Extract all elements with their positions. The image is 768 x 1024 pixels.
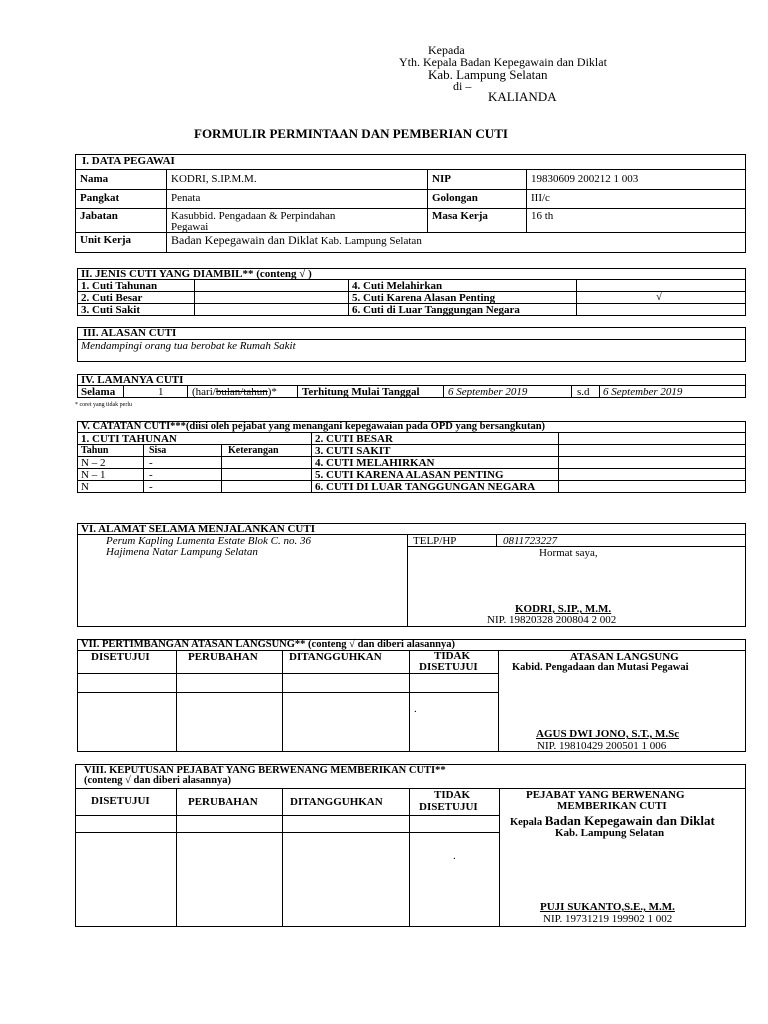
section6-heading: VI. ALAMAT SELAMA MENJALANKAN CUTI bbox=[81, 523, 315, 535]
golongan-label: Golongan bbox=[432, 192, 478, 204]
s7-col-tidak: TIDAK bbox=[434, 650, 471, 662]
s7-dot: . bbox=[414, 703, 417, 715]
nama-label: Nama bbox=[80, 173, 109, 185]
section1-heading: I. DATA PEGAWAI bbox=[82, 155, 175, 167]
atasan-nip: NIP. 19810429 200501 1 006 bbox=[537, 740, 667, 752]
pangkat-label: Pangkat bbox=[80, 192, 120, 204]
tanggal-mulai: 6 September 2019 bbox=[448, 386, 528, 398]
row-n1: N – 1 bbox=[81, 469, 106, 481]
nama-value: KODRI, S.IP.M.M. bbox=[171, 173, 257, 185]
col-keterangan: Keterangan bbox=[228, 445, 279, 456]
sisa-n: - bbox=[149, 481, 153, 493]
row-n: N bbox=[81, 481, 89, 493]
s8-col-ditangguhkan: DITANGGUHKAN bbox=[290, 796, 383, 808]
golongan-value: III/c bbox=[531, 192, 550, 204]
s7-col-ditangguhkan: DITANGGUHKAN bbox=[289, 651, 382, 663]
nip-value: 19830609 200212 1 003 bbox=[531, 173, 639, 185]
jabatan-value-line2: Pegawai bbox=[171, 221, 209, 233]
cuti-tahunan: 1. Cuti Tahunan bbox=[81, 280, 158, 292]
jabatan-value-line1: Kasubbid. Pengadaan & Perpindahan bbox=[171, 210, 336, 222]
sisa-n1: - bbox=[149, 469, 153, 481]
masakerja-value: 16 th bbox=[531, 210, 554, 222]
s7-col-perubahan: PERUBAHAN bbox=[188, 651, 258, 663]
pangkat-value: Penata bbox=[171, 192, 201, 204]
s8-dot: . bbox=[453, 850, 456, 862]
pejabat-title-line1: PEJABAT YANG BERWENANG bbox=[526, 789, 685, 801]
tanggal-selesai: 6 September 2019 bbox=[603, 386, 683, 398]
unit-label: Unit Kerja bbox=[80, 234, 132, 246]
s8-col-disetujui2: DISETUJUI bbox=[419, 801, 478, 813]
sisa-n2: - bbox=[149, 457, 153, 469]
pemohon-name: KODRI, S.IP., M.M. bbox=[515, 603, 612, 615]
jumlah-hari: 1 bbox=[158, 386, 164, 398]
satuan-lamanya: (hari/bulan/tahun)* bbox=[192, 386, 277, 398]
section3-heading: III. ALASAN CUTI bbox=[83, 327, 177, 339]
pejabat-nip: NIP. 19731219 199902 1 002 bbox=[543, 913, 673, 925]
address-kepada: Kepada bbox=[428, 43, 465, 57]
catatan-cuti-alasan-penting: 5. CUTI KARENA ALASAN PENTING bbox=[315, 469, 504, 481]
section8-heading2: (conteng √ dan diberi alasannya) bbox=[84, 775, 231, 786]
address-line3: di – bbox=[453, 79, 472, 93]
sd-label: s.d bbox=[577, 386, 590, 398]
alasan-value: Mendampingi orang tua berobat ke Rumah Sakit bbox=[81, 340, 296, 352]
cuti-luar-tanggungan: 6. Cuti di Luar Tanggungan Negara bbox=[352, 304, 520, 316]
jabatan-label: Jabatan bbox=[80, 210, 118, 222]
s7-col-disetujui: DISETUJUI bbox=[91, 651, 150, 663]
pejabat-kabupaten: Kab. Lampung Selatan bbox=[555, 827, 665, 839]
alamat-line1: Perum Kapling Lumenta Estate Blok C. no. 36 bbox=[106, 535, 312, 547]
section5-heading: V. CATATAN CUTI***(diisi oleh pejabat yang menangani kepegawaian pada OPD yang bersangkutan) bbox=[81, 421, 546, 432]
col-sisa: Sisa bbox=[149, 445, 167, 456]
address-line2: Kab. Lampung Selatan bbox=[428, 67, 548, 82]
catatan-cuti-sakit: 3. CUTI SAKIT bbox=[315, 445, 391, 457]
s8-col-disetujui: DISETUJUI bbox=[91, 795, 150, 807]
section7-heading: VII. PERTIMBANGAN ATASAN LANGSUNG** (conteng √ dan diberi alasannya) bbox=[81, 639, 456, 650]
s8-col-perubahan: PERUBAHAN bbox=[188, 796, 258, 808]
cuti-alasan-penting: 5. Cuti Karena Alasan Penting bbox=[352, 292, 496, 304]
telp-value: 0811723227 bbox=[503, 535, 558, 547]
unit-value: Badan Kepegawain dan Diklat Kab. Lampung Selatan bbox=[171, 233, 422, 247]
atasan-langsung-title: ATASAN LANGSUNG bbox=[570, 651, 679, 663]
address-line4: KALIANDA bbox=[488, 89, 557, 104]
cuti-sakit: 3. Cuti Sakit bbox=[81, 304, 140, 316]
pejabat-instansi: Kepala Badan Kepegawain dan Diklat bbox=[510, 813, 715, 828]
section2-heading: II. JENIS CUTI YANG DIAMBIL** (conteng √ ) bbox=[81, 268, 312, 280]
address-line1: Yth. Kepala Badan Kepegawain dan Diklat bbox=[399, 55, 607, 69]
catatan-cuti-luar-tanggungan: 6. CUTI DI LUAR TANGGUNGAN NEGARA bbox=[315, 481, 536, 493]
atasan-name: AGUS DWI JONO, S.T., M.Sc bbox=[536, 728, 680, 740]
s8-col-tidak: TIDAK bbox=[434, 789, 471, 801]
col-tahun: Tahun bbox=[81, 445, 109, 456]
atasan-jabatan: Kabid. Pengadaan dan Mutasi Pegawai bbox=[512, 662, 689, 673]
pejabat-name: PUJI SUKANTO,S.E., M.M. bbox=[540, 901, 675, 913]
telp-label: TELP/HP bbox=[413, 535, 457, 547]
alamat-line2: Hajimena Natar Lampung Selatan bbox=[106, 546, 258, 558]
s7-col-disetujui2: DISETUJUI bbox=[419, 661, 478, 673]
nip-label: NIP bbox=[432, 173, 451, 185]
cuti-melahirkan: 4. Cuti Melahirkan bbox=[352, 280, 443, 292]
section4-heading: IV. LAMANYA CUTI bbox=[81, 374, 184, 386]
coret-note: * coret yang tidak perlu bbox=[75, 402, 132, 408]
catatan-cuti-tahunan: 1. CUTI TAHUNAN bbox=[81, 433, 177, 445]
row-n2: N – 2 bbox=[81, 457, 106, 469]
catatan-cuti-besar: 2. CUTI BESAR bbox=[315, 433, 393, 445]
hormat-saya: Hormat saya, bbox=[539, 547, 598, 559]
masakerja-label: Masa Kerja bbox=[432, 210, 488, 222]
pemohon-nip: NIP. 19820328 200804 2 002 bbox=[487, 614, 617, 626]
checkmark-alasan-penting: √ bbox=[656, 291, 663, 303]
section8-heading: VIII. KEPUTUSAN PEJABAT YANG BERWENANG MEMBERIKAN CUTI** bbox=[84, 765, 446, 776]
mulai-label: Terhitung Mulai Tanggal bbox=[302, 386, 420, 398]
selama-label: Selama bbox=[81, 386, 116, 398]
catatan-cuti-melahirkan: 4. CUTI MELAHIRKAN bbox=[315, 457, 435, 469]
cuti-besar: 2. Cuti Besar bbox=[81, 292, 143, 304]
form-title: FORMULIR PERMINTAAN DAN PEMBERIAN CUTI bbox=[194, 126, 508, 141]
pejabat-title-line2: MEMBERIKAN CUTI bbox=[557, 800, 667, 812]
